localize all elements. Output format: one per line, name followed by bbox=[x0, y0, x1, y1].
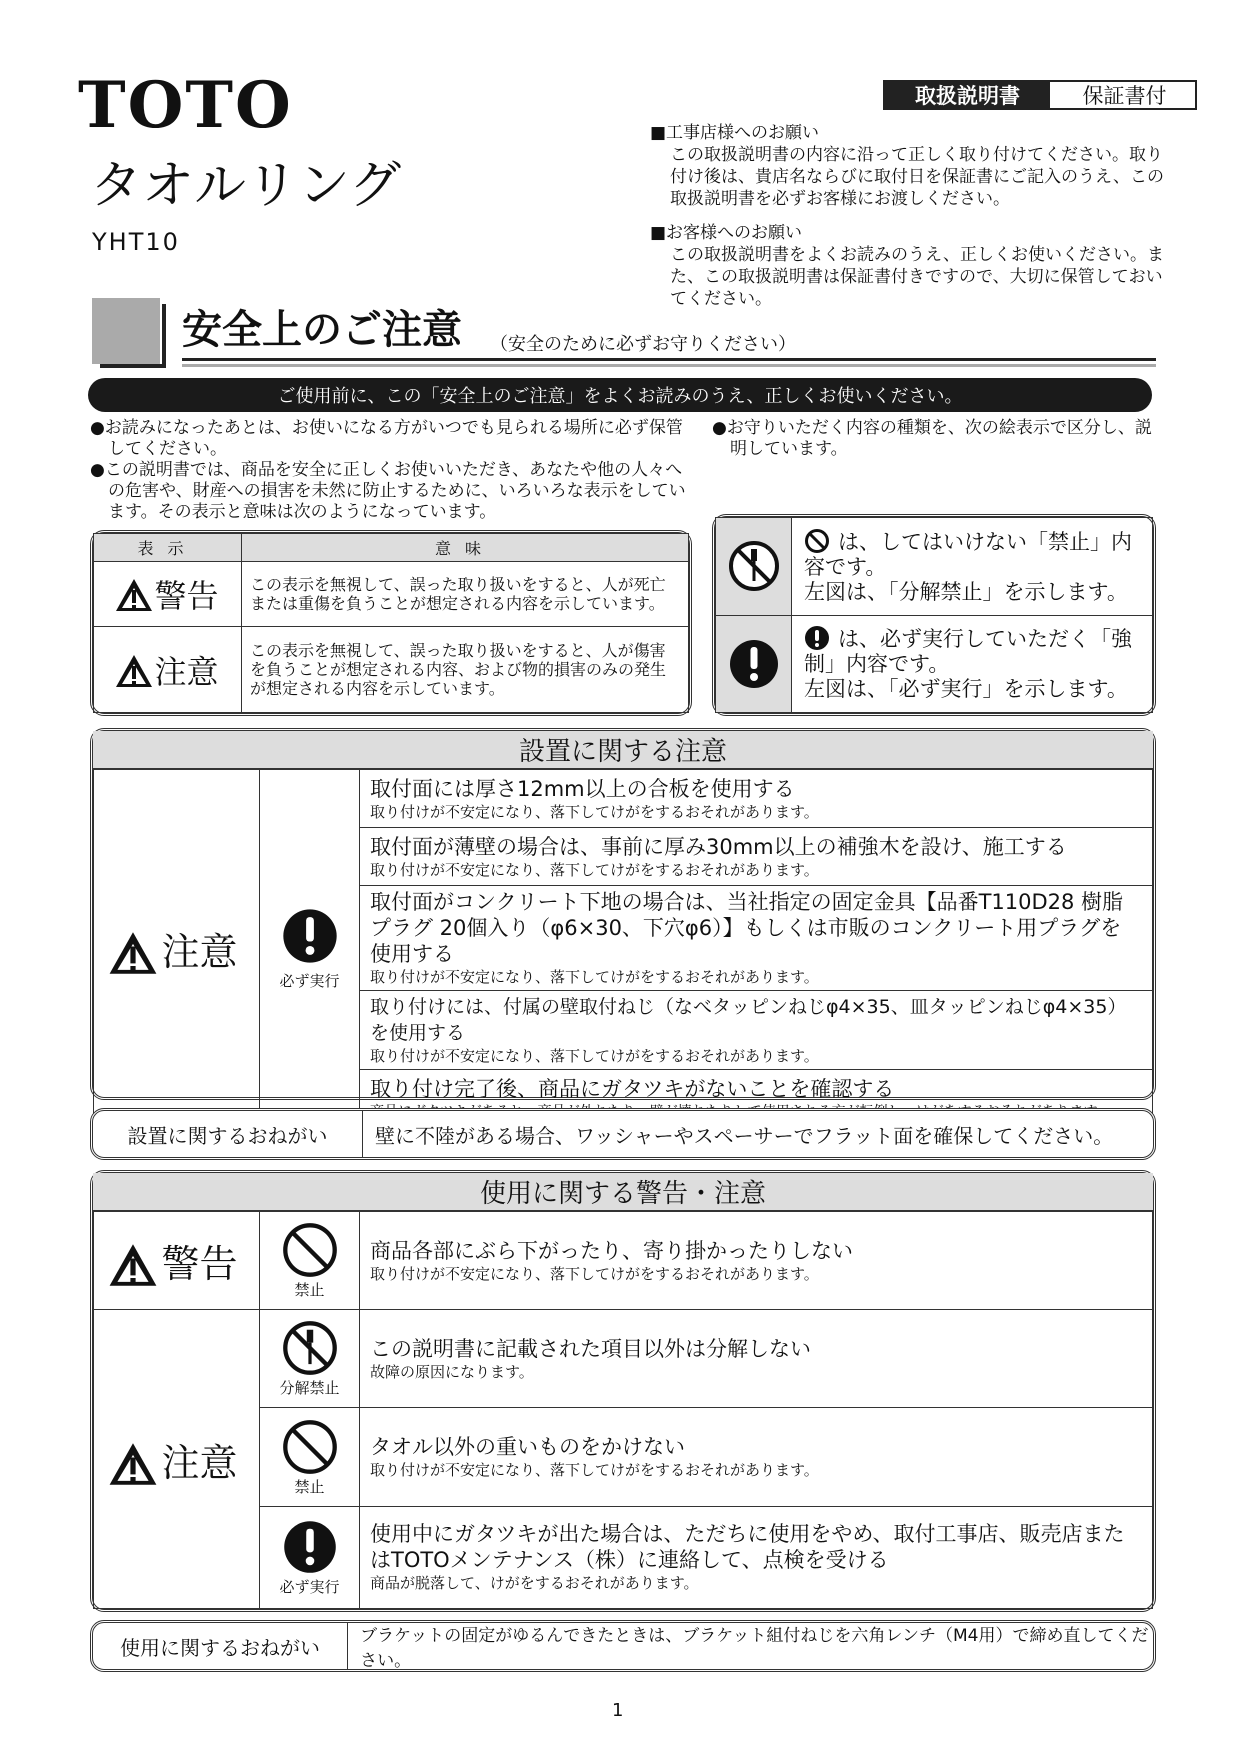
mandatory-icon bbox=[281, 1518, 339, 1576]
usage-item: この説明書に記載された項目以外は分解しない 故障の原因になります。 bbox=[360, 1310, 1153, 1408]
prohibit-caption: 禁止 bbox=[294, 1477, 325, 1496]
usage-item: 商品各部にぶら下がったり、寄り掛かったりしない 取り付けが不安定になり、落下してけがをするおそれがあります。 bbox=[360, 1212, 1153, 1310]
doc-type-badge bbox=[883, 80, 1197, 110]
bullet-item: ●お守りいただく内容の種類を、次の絵表示で区分し、説明しています。 bbox=[712, 418, 1152, 459]
contractor-request-body: この取扱説明書の内容に沿って正しく取り付けてください。取り付け後は、貴店名ならびに取付日を保証書にご記入のうえ、この取扱説明書を必ずお客様にお渡しください。 bbox=[670, 145, 1165, 209]
customer-request-heading: ■お客様へのお願い bbox=[650, 223, 803, 243]
no-disassembly-caption: 分解禁止 bbox=[279, 1379, 340, 1398]
usage-icon-cell bbox=[260, 1310, 360, 1408]
install-item: 取付面が薄壁の場合は、事前に厚み30mm以上の補強木を設け、施工する 取り付けが不安定になり、落下してけがをするおそれがあります。 bbox=[360, 828, 1153, 886]
divider bbox=[182, 358, 1156, 361]
install-caution-label: 注意 bbox=[94, 770, 260, 1128]
doc-type-warranty: 保証書付 bbox=[1050, 82, 1195, 108]
mandatory-icon bbox=[280, 906, 340, 966]
bullet-item: ●お読みになったあとは、お使いになる方がいつでも見られる場所に必ず保管してください。 bbox=[90, 418, 683, 459]
warning-triangle-icon bbox=[110, 932, 157, 974]
usage-request-label: 使用に関するおねがい bbox=[93, 1623, 348, 1669]
customer-request bbox=[650, 222, 1170, 310]
install-mandatory-icon-cell bbox=[260, 770, 360, 1128]
legend-mandatory-text: は、必ず実行していただく「強制」内容です。 左図は、「必ず実行」を示します。 bbox=[792, 615, 1153, 713]
install-item: 取り付け完了後、商品にガタツキがないことを確認する bbox=[360, 1070, 1153, 1128]
warning-triangle-icon bbox=[116, 655, 152, 687]
legend-mandatory bbox=[716, 615, 792, 713]
mandatory-caption: 必ず実行 bbox=[279, 1577, 340, 1596]
prohibit-icon bbox=[804, 528, 830, 554]
usage-icon-cell bbox=[260, 1506, 360, 1608]
product-name: タオルリング bbox=[90, 156, 401, 216]
install-item: 取付面がコンクリート下地の場合は、当社指定の固定金具【品番T110D28 樹脂プラグ 20個入り（φ6×30、下穴φ6）】もしくは市販のコンクリート用プラグを使用する 取り付けが不安定になり、落下してけがをするおそれがあります。 bbox=[360, 886, 1153, 991]
bullet-item: ●この説明書では、商品を安全に正しくお使いいただき、あなたや他の人々への危害や、財産への損害を未然に防止するために、いろいろな表示をしています。その表示と意味は次のようになっています。 bbox=[90, 460, 686, 522]
prohibit-caption: 禁止 bbox=[294, 1281, 325, 1300]
warning-label: 警告 bbox=[94, 562, 242, 627]
usage-caution-label: 注意 bbox=[94, 1310, 260, 1609]
divider bbox=[182, 364, 1156, 367]
usage-request bbox=[90, 1620, 1156, 1672]
prohibit-icon bbox=[281, 1221, 339, 1279]
usage-warning-label: 警告 bbox=[94, 1212, 260, 1310]
warning-meaning: この表示を無視して、誤った取り扱いをすると、人が死亡または重傷を負うことが想定される内容を示しています。 bbox=[242, 562, 689, 627]
safety-bullets-right bbox=[712, 418, 1162, 460]
warning-triangle-icon bbox=[110, 1443, 157, 1485]
contractor-request-heading: ■工事店様へのお願い bbox=[650, 123, 820, 143]
install-request-text: 壁に不陸がある場合、ワッシャーやスペーサーでフラット面を確保してください。 bbox=[375, 1123, 1114, 1148]
warning-triangle-icon bbox=[116, 579, 152, 611]
safety-title: 安全上のご注意 bbox=[182, 307, 462, 353]
doc-type-manual: 取扱説明書 bbox=[885, 82, 1050, 108]
legend-prohibit-text: は、してはいけない「禁止」内容です。 左図は、「分解禁止」を示します。 bbox=[792, 518, 1153, 616]
mandatory-icon bbox=[804, 625, 830, 651]
caution-label: 注意 bbox=[94, 627, 242, 713]
safety-subtitle: （安全のために必ずお守りください） bbox=[490, 334, 796, 355]
usage-request-text: ブラケットの固定がゆるんできたときは、ブラケット組付ねじを六角レンチ（M4用）で締め直してください。 bbox=[360, 1626, 1149, 1671]
usage-item: 使用中にガタツキが出た場合は、ただちに使用をやめ、取付工事店、販売店またはTOTOメンテナンス（株）に連絡して、点検を受ける 商品が脱落して、けがをするおそれがあります。 bbox=[360, 1506, 1153, 1608]
pictogram-legend bbox=[712, 514, 1156, 716]
install-item: 取り付けには、付属の壁取付ねじ（なべタッピンねじφ4×35、皿タッピンねじφ4×35）を使用する 取り付けが不安定になり、落下してけがをするおそれがあります。 bbox=[360, 991, 1153, 1070]
signal-word-table bbox=[90, 530, 692, 716]
usage-icon-cell bbox=[260, 1408, 360, 1506]
legend-no-disassembly bbox=[716, 518, 792, 616]
contractor-request bbox=[650, 122, 1170, 210]
no-disassembly-icon bbox=[281, 1319, 339, 1377]
col-header-meaning: 意味 bbox=[242, 534, 689, 562]
col-header-display: 表示 bbox=[94, 534, 242, 562]
section-marker-shadow bbox=[100, 304, 166, 368]
caution-meaning: この表示を無視して、誤った取り扱いをすると、人が傷害を負うことが想定される内容、および物的損害のみの発生が想定される内容を示しています。 bbox=[242, 627, 689, 713]
customer-request-body: この取扱説明書をよくお読みのうえ、正しくお使いください。また、この取扱説明書は保証書付きですので、大切に保管しておいてください。 bbox=[670, 245, 1165, 309]
install-section-title: 設置に関する注意 bbox=[93, 731, 1153, 769]
no-disassembly-icon bbox=[727, 539, 781, 593]
brand-logo: TOTO bbox=[78, 68, 293, 143]
model-number: YHT10 bbox=[92, 228, 180, 256]
usage-item: タオル以外の重いものをかけない 取り付けが不安定になり、落下してけがをするおそれがあります。 bbox=[360, 1408, 1153, 1506]
install-request-label: 設置に関するおねがい bbox=[93, 1111, 363, 1157]
safety-banner: ご使用前に、この「安全上のご注意」をよくお読みのうえ、正しくお使いください。 bbox=[88, 378, 1152, 412]
install-request bbox=[90, 1108, 1156, 1160]
usage-section-title: 使用に関する警告・注意 bbox=[93, 1173, 1153, 1211]
mandatory-caption: 必ず実行 bbox=[279, 972, 340, 990]
install-item: 取付面には厚さ12mm以上の合板を使用する 取り付けが不安定になり、落下してけがをするおそれがあります。 bbox=[360, 770, 1153, 828]
usage-icon-cell bbox=[260, 1212, 360, 1310]
install-caution-section bbox=[90, 728, 1156, 1100]
warning-triangle-icon bbox=[110, 1244, 157, 1286]
usage-warning-section bbox=[90, 1170, 1156, 1612]
safety-bullets-left bbox=[90, 418, 690, 523]
prohibit-icon bbox=[281, 1418, 339, 1476]
page-number: 1 bbox=[612, 1700, 624, 1721]
mandatory-icon bbox=[727, 637, 781, 691]
